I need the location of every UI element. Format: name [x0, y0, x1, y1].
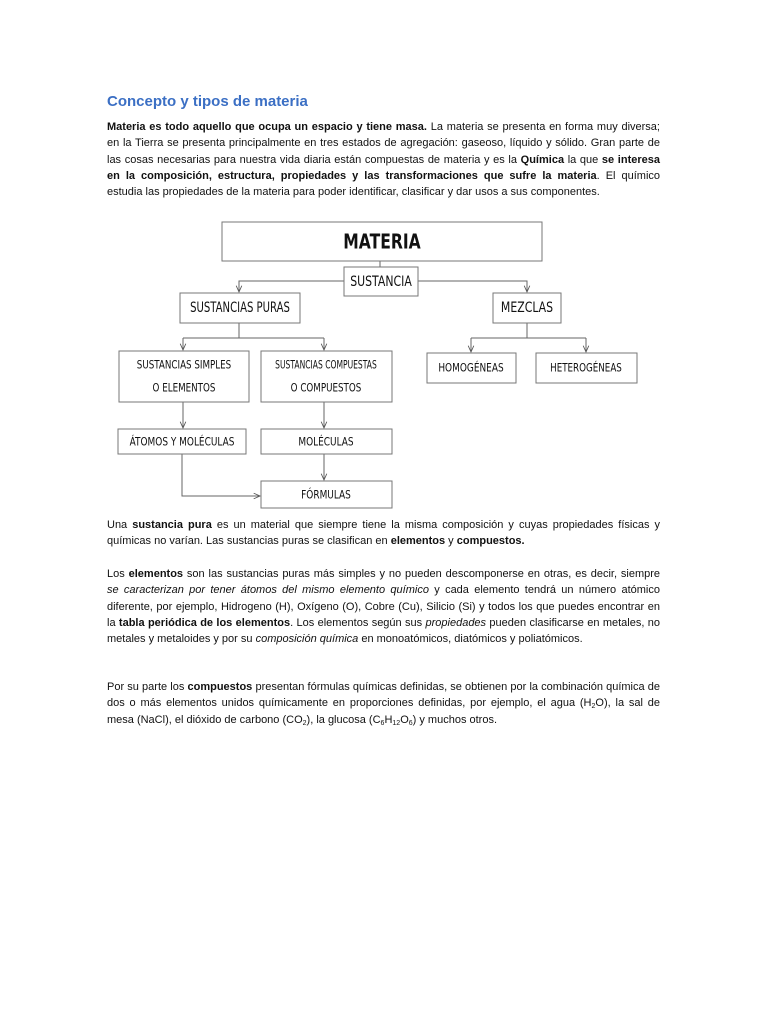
text: Una [107, 519, 133, 531]
label-sustancias-puras: SUSTANCIAS PURAS [190, 299, 290, 316]
label-moleculas: MOLÉCULAS [298, 435, 354, 449]
text: son las sustancias puras más simples y no pueden descomponerse en otras, es decir, siempre [183, 568, 661, 580]
label-atomos-moleculas: ÁTOMOS Y MOLÉCULAS [129, 435, 235, 449]
text: Los [107, 568, 129, 580]
bold-text: elementos [390, 535, 446, 548]
text: es un material que siempre tiene la misma composición y cuyas propiedades físicas y químicas no varían. Las sustancias puras se clasifican en [107, 519, 660, 548]
label-heterogeneas: HETEROGÉNEAS [550, 362, 622, 375]
text: ), la glucosa (C [306, 713, 381, 726]
label-sustancia: SUSTANCIA [350, 272, 412, 290]
subscript: 6 [408, 719, 413, 727]
compuestos-paragraph [107, 679, 660, 728]
label-formulas: FÓRMULAS [301, 488, 351, 502]
text: La materia se presenta en forma muy diversa; en la Tierra se presenta principalmente en tres estados de agregación: gaseoso, líquido y sólido. Gran parte de las cosas necesarias para nuestra vida diaria están compuestas de materia y es la [107, 121, 660, 166]
bold-text: compuestos. [456, 535, 525, 548]
italic-text: se caracterizan por tener átomos del mismo elemento químico [107, 584, 429, 597]
label-compuestas-line2: O COMPUESTOS [290, 382, 362, 395]
bold-text: Materia es todo aquello que ocupa un espacio y tiene masa. [107, 121, 427, 133]
label-simples-line2: O ELEMENTOS [152, 382, 216, 395]
bold-text: sustancia pura [132, 519, 212, 531]
sustancia-pura-paragraph [107, 517, 660, 550]
bold-text: tabla periódica de los elementos [118, 616, 291, 629]
text: O [400, 713, 409, 726]
text: y [445, 535, 457, 548]
text: O), la sal de mesa (NaCl), el dióxido de carbono (CO [107, 697, 660, 726]
bold-text: se interesa en la composición, estructura, propiedades y las transformaciones que sufre la materia [107, 153, 660, 182]
text: y cada elemento tendrá un número atómico diferente, por ejemplo, Hidrogeno (H), Oxígeno (O), Cobre (Cu), Silicio (Si) y todos los que puedes encontrar en la [107, 584, 660, 629]
text: pueden clasificarse en metales, no metales y metaloides y por su [107, 616, 660, 646]
bold-text: elementos [128, 568, 184, 580]
page-title: Concepto y tipos de materia [107, 93, 308, 110]
text: en monoatómicos, diatómicos y poliatómicos. [358, 633, 583, 646]
text: ) y muchos otros. [412, 713, 498, 726]
label-mezclas: MEZCLAS [500, 298, 554, 316]
subscript: 2 [591, 703, 596, 711]
subscript: 6 [380, 719, 385, 727]
label-materia: MATERIA [343, 230, 421, 255]
text: . Los elementos según sus [290, 616, 426, 629]
text: Por su parte los [107, 681, 188, 693]
label-simples-line1: SUSTANCIAS SIMPLES [136, 359, 232, 372]
italic-text: composición química [255, 633, 359, 646]
italic-text: propiedades [425, 616, 487, 629]
bold-text: Química [520, 153, 565, 166]
text: la que [564, 153, 602, 166]
subscript: 12 [392, 719, 401, 727]
text: . El químico estudia las propiedades de la materia para poder identificar, clasificar y dar usos a sus componentes. [107, 169, 661, 199]
text: presentan fórmulas químicas definidas, se obtienen por la combinación química de dos o más elementos unidos químicamente en proporciones definidas, por ejemplo, el agua (H [107, 681, 661, 710]
label-compuestas-line1: SUSTANCIAS COMPUESTAS [275, 359, 377, 373]
subscript: 2 [302, 719, 307, 727]
label-homogeneas: HOMOGÉNEAS [438, 361, 504, 375]
elementos-paragraph [107, 566, 660, 647]
text: H [384, 713, 393, 726]
bold-text: compuestos [187, 681, 253, 693]
